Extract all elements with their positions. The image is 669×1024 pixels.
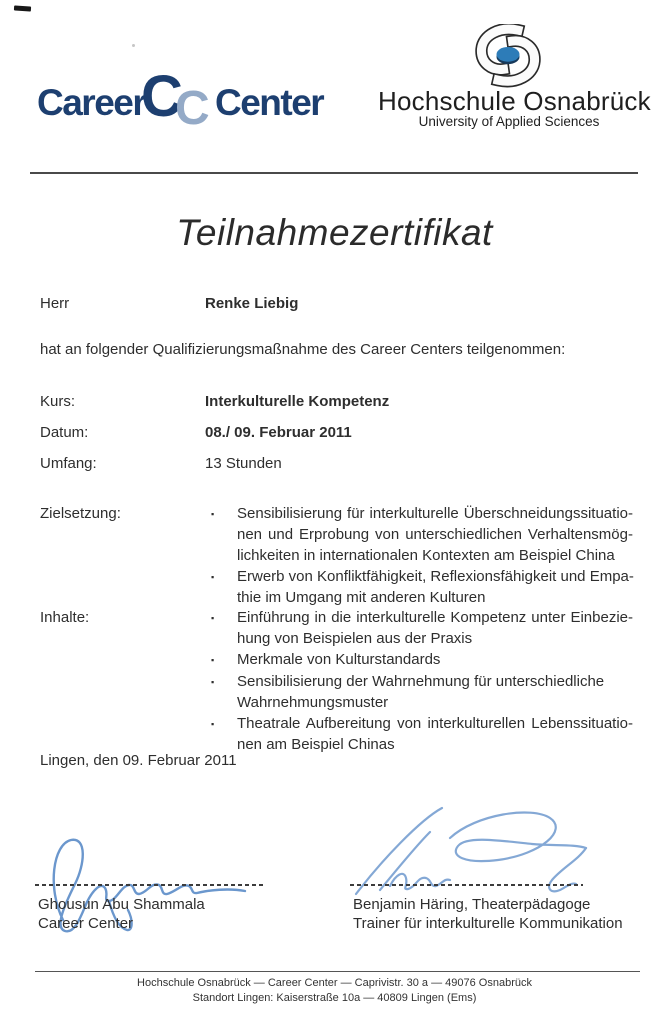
detail-value: Interkulturelle Kompetenz	[205, 393, 390, 410]
salutation: Herr	[40, 295, 70, 312]
career-logo-word-center: Center	[215, 82, 324, 123]
bullet-square-icon: ▪	[211, 572, 215, 582]
section-label: Zielsetzung:	[40, 505, 121, 522]
footer-address-line2: Standort Lingen: Kaiserstraße 10a — 40809 Lingen (Ems)	[192, 992, 477, 1004]
detail-value: 08./ 09. Februar 2011	[205, 424, 352, 441]
scan-artifact-dot	[132, 44, 135, 47]
certificate-title: Teilnahmezertifikat	[176, 212, 493, 253]
bullet-line: Sensibilisierung für interkulturelle Überschneidungssituatio-	[237, 505, 633, 522]
bullet-text	[237, 649, 633, 671]
detail-row	[40, 454, 632, 474]
detail-label: Datum:	[40, 424, 89, 441]
bullet-item	[211, 649, 640, 671]
bullet-list	[211, 503, 640, 608]
bullet-square-icon: ▪	[211, 509, 215, 519]
career-logo-word-career: Career	[37, 82, 146, 123]
bullet-line: Wahrnehmungsmuster	[237, 694, 389, 711]
bullet-text	[237, 566, 633, 608]
details-table	[40, 392, 632, 485]
signatory-role-left: Career Center	[38, 915, 134, 932]
detail-row	[40, 392, 632, 412]
career-logo-monogram-c-dark: C	[141, 64, 183, 129]
bullet-line: hung von Beispielen aus der Praxis	[237, 630, 473, 647]
signatory-role-right: Trainer für interkulturelle Kommunikation	[353, 915, 623, 932]
scan-artifact-dash	[14, 5, 31, 11]
hochschule-logo-icon	[466, 24, 550, 88]
bullet-list	[211, 607, 640, 755]
bullet-text	[237, 607, 633, 649]
place-date: Lingen, den 09. Februar 2011	[40, 752, 237, 769]
section-inhalte	[40, 607, 640, 755]
signatory-name-right: Benjamin Häring, Theaterpädagoge	[353, 896, 591, 913]
logo-dot	[497, 47, 520, 62]
hochschule-subtitle: University of Applied Sciences	[418, 114, 600, 129]
bullet-line: nen und Erprobung von unterschiedlichen Verhaltensmög-	[237, 526, 633, 543]
career-logo-monogram-c-light: C	[175, 82, 210, 135]
bullet-text	[237, 671, 633, 713]
signature-right-handwriting	[346, 794, 601, 909]
bullet-item	[211, 566, 640, 608]
bullet-item	[211, 713, 640, 755]
detail-value: 13 Stunden	[205, 455, 282, 472]
bullet-line: thie im Umgang mit anderen Kulturen	[237, 589, 486, 606]
signature-line-left	[35, 884, 266, 886]
bullet-square-icon: ▪	[211, 719, 215, 729]
bullet-line: nen am Beispiel Chinas	[237, 736, 395, 753]
bullet-item	[211, 671, 640, 713]
detail-label: Umfang:	[40, 455, 97, 472]
bullet-square-icon: ▪	[211, 677, 215, 687]
intro-text: hat an folgender Qualifizierungsmaßnahme des Career Centers teilgenommen:	[40, 341, 566, 358]
bullet-text	[237, 503, 633, 566]
bullet-text	[237, 713, 633, 755]
bullet-line: Theatrale Aufbereitung von interkulturellen Lebenssituatio-	[237, 715, 633, 732]
bullet-line: Merkmale von Kulturstandards	[237, 651, 441, 668]
recipient-name: Renke Liebig	[205, 295, 299, 312]
bullet-item	[211, 607, 640, 649]
signature-line-right	[350, 884, 583, 886]
bullet-square-icon: ▪	[211, 655, 215, 665]
signatory-name-left: Ghousun Abu Shammala	[38, 896, 205, 913]
section-label: Inhalte:	[40, 609, 90, 626]
bullet-line: lichkeiten in internationalen Kontexten am Beispiel China	[237, 547, 615, 564]
detail-label: Kurs:	[40, 393, 76, 410]
footer-address-line1: Hochschule Osnabrück — Career Center — Caprivistr. 30 a — 49076 Osnabrück	[137, 977, 532, 989]
header-divider-rule	[30, 172, 638, 174]
detail-row	[40, 423, 632, 443]
footer-divider-rule	[35, 971, 640, 972]
hochschule-name: Hochschule Osnabrück	[378, 86, 651, 116]
bullet-square-icon: ▪	[211, 613, 215, 623]
bullet-line: Erwerb von Konfliktfähigkeit, Reflexionsfähigkeit und Empa-	[237, 568, 634, 585]
bullet-item	[211, 503, 640, 566]
bullet-line: Einführung in die interkulturelle Kompetenz unter Einbezie-	[237, 609, 633, 626]
section-zielsetzung	[40, 503, 640, 608]
bullet-line: Sensibilisierung der Wahrnehmung für unterschiedliche	[237, 673, 605, 690]
